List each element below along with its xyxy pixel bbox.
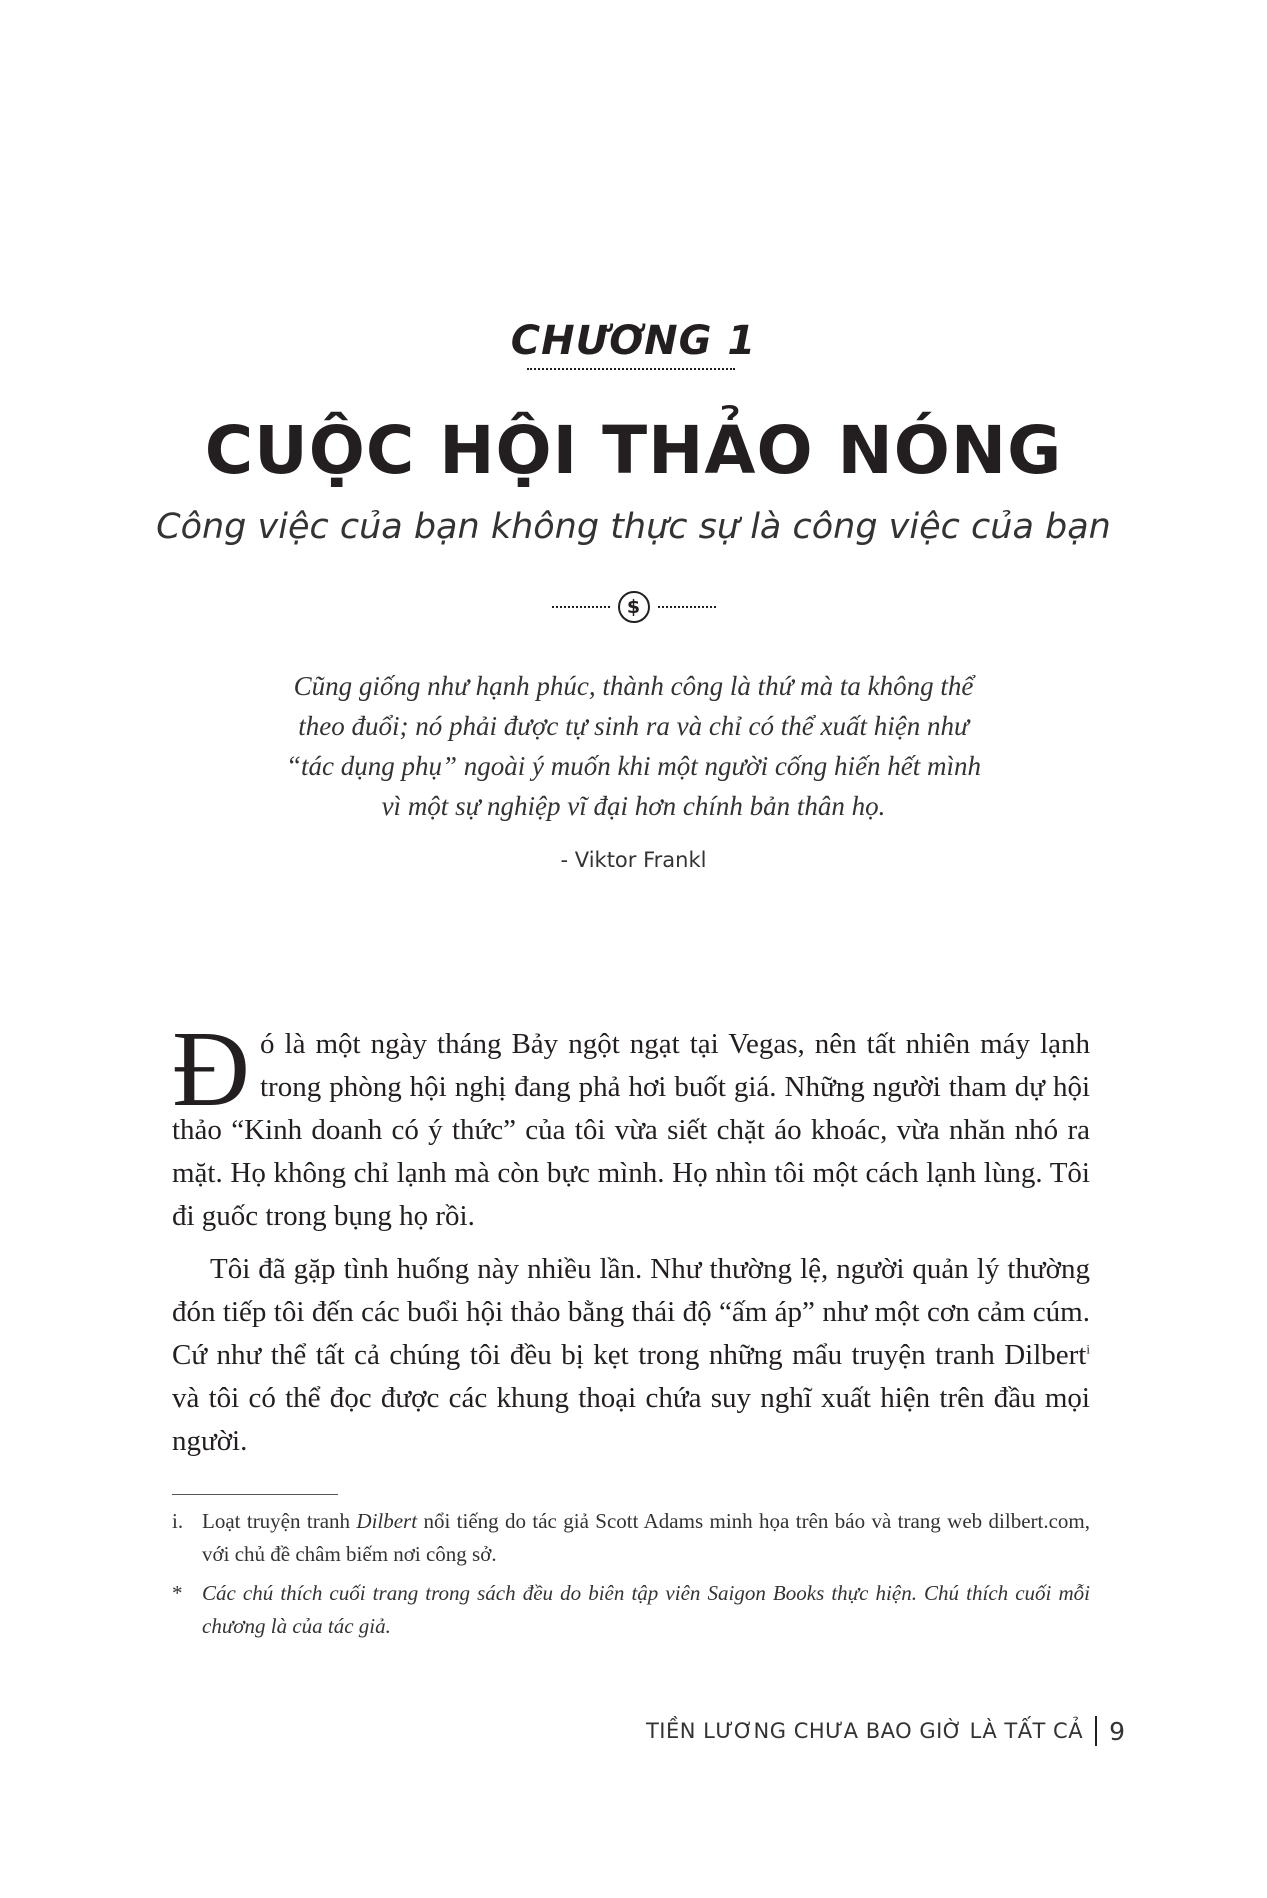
page-number: 9 [1109, 1716, 1125, 1746]
paragraph-text: Tôi đã gặp tình huống này nhiều lần. Như thường lệ, người quản lý thường đón tiếp tôi đến các buổi hội thảo bằng thái độ “ấm áp” như một cơn cảm cúm. Cứ như thể tất cả chúng tôi đều bị kẹt trong những mẩu truyện tranh Dilbert [172, 1253, 1090, 1371]
running-book-title: TIỀN LƯƠNG CHƯA BAO GIỜ LÀ TẤT CẢ [645, 1719, 1084, 1743]
epigraph-quote [200, 666, 1067, 826]
paragraph-text: và tôi có thể đọc được các khung thoại chứa suy nghĩ xuất hiện trên đầu mọi người. [172, 1382, 1090, 1457]
footnote-marker: * [172, 1581, 183, 1605]
section-ornament [0, 590, 1267, 624]
paragraph [172, 1248, 1090, 1463]
dollar-coin-icon: $ [618, 591, 650, 623]
epigraph-line: vì một sự nghiệp vĩ đại hơn chính bản thân họ. [381, 791, 886, 821]
footnote-marker: i. [172, 1509, 184, 1533]
ornament-dots-left [552, 606, 610, 608]
footnote-ref[interactable]: i [1086, 1341, 1090, 1357]
drop-cap: Đ [172, 1010, 250, 1129]
footnote [172, 1577, 1090, 1643]
body-text [172, 1010, 1090, 1473]
chapter-subtitle: Công việc của bạn không thực sự là công việc của bạn [156, 507, 1111, 547]
epigraph-line: “tác dụng phụ” ngoài ý muốn khi một người cống hiến hết mình [285, 751, 982, 781]
footnote-text: Các chú thích cuối trang trong sách đều do biên tập viên Saigon Books thực hiện. Chú thích cuối mỗi chương là của tác giả. [202, 1581, 1090, 1638]
paragraph-text: ó là một ngày tháng Bảy ngột ngạt tại Vegas, nên tất nhiên máy lạnh trong phòng hội nghị đang phả hơi buốt giá. Những người tham dự hội thảo “Kinh doanh có ý thức” của tôi vừa siết chặt áo khoác, vừa nhăn nhó ra mặt. Họ không chỉ lạnh mà còn bực mình. Họ nhìn tôi một cách lạnh lùng. Tôi đi guốc trong bụng họ rồi. [172, 1028, 1090, 1232]
epigraph-line: Cũng giống như hạnh phúc, thành công là thứ mà ta không thể [293, 671, 974, 701]
chapter-label-divider [527, 368, 735, 370]
epigraph-author: - Viktor Frankl [560, 848, 707, 872]
chapter-title: CUỘC HỘI THẢO NÓNG [204, 412, 1063, 489]
paragraph [172, 1010, 1090, 1238]
epigraph-line: theo đuổi; nó phải được tự sinh ra và chỉ có thể xuất hiện như [298, 711, 969, 741]
footnotes [172, 1505, 1090, 1649]
page-footer [646, 1716, 1125, 1746]
chapter-label: CHƯƠNG 1 [510, 318, 757, 364]
footer-separator [1095, 1716, 1097, 1746]
ornament-dots-right [658, 606, 716, 608]
footnote-divider [172, 1494, 338, 1495]
footnote [172, 1505, 1090, 1571]
footnote-text: Loạt truyện tranh Dilbert nổi tiếng do tác giả Scott Adams minh họa trên báo và trang web dilbert.com, với chủ đề châm biếm nơi công sở. [202, 1509, 1090, 1566]
